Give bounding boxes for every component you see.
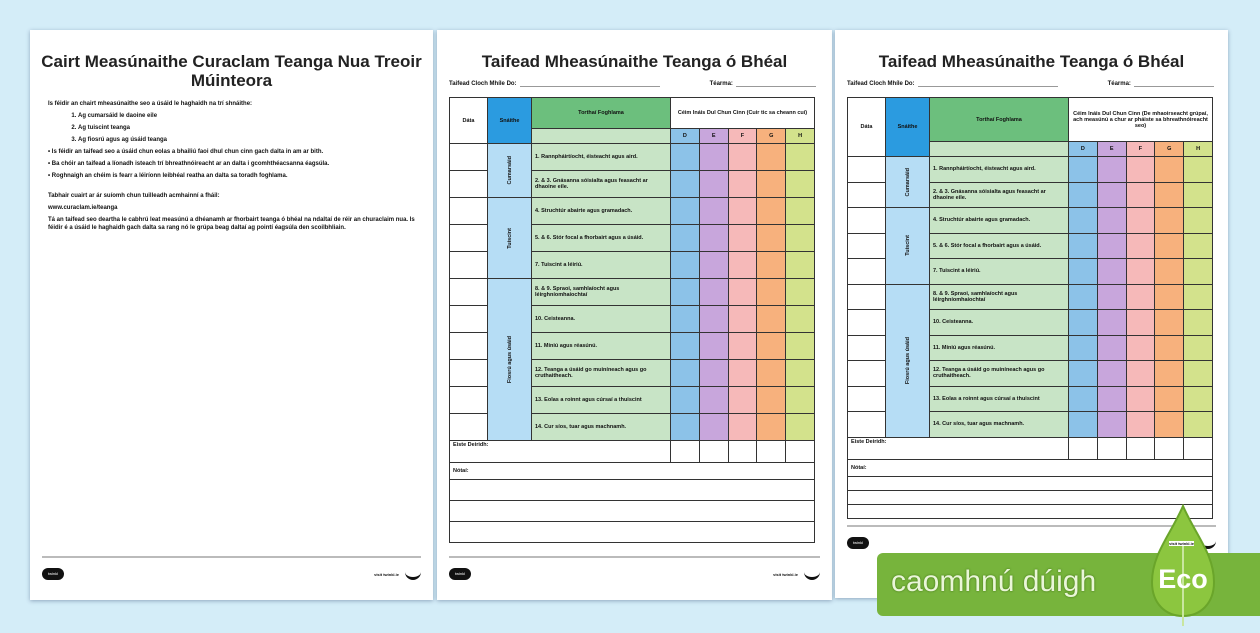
date-cell[interactable] bbox=[450, 279, 488, 306]
step-checkbox-F[interactable] bbox=[1126, 182, 1155, 208]
date-cell[interactable] bbox=[848, 259, 886, 285]
step-checkbox-E[interactable] bbox=[1097, 284, 1126, 310]
step-checkbox-D[interactable] bbox=[671, 387, 700, 414]
step-checkbox-F[interactable] bbox=[1126, 259, 1155, 285]
final-step-H[interactable] bbox=[1184, 437, 1213, 459]
date-cell[interactable] bbox=[450, 387, 488, 414]
step-header-H: H bbox=[1184, 142, 1213, 157]
footer-credit: visit twinkl.ie bbox=[1169, 541, 1194, 546]
step-checkbox-D[interactable] bbox=[1069, 284, 1098, 310]
step-checkbox-D[interactable] bbox=[671, 360, 700, 387]
step-checkbox-H[interactable] bbox=[786, 414, 815, 441]
step-checkbox-D[interactable] bbox=[671, 306, 700, 333]
term-field[interactable] bbox=[1134, 79, 1214, 87]
step-checkbox-E[interactable] bbox=[699, 414, 728, 441]
step-checkbox-H[interactable] bbox=[786, 225, 815, 252]
step-checkbox-E[interactable] bbox=[699, 252, 728, 279]
outcome-cell bbox=[930, 142, 1069, 157]
final-label: Eiste Deiridh: bbox=[848, 437, 1069, 459]
step-checkbox-G[interactable] bbox=[1155, 233, 1184, 259]
step-checkbox-E[interactable] bbox=[1097, 208, 1126, 234]
strand-cell: Tuiscint bbox=[886, 208, 930, 285]
final-step-F[interactable] bbox=[728, 441, 757, 463]
step-checkbox-F[interactable] bbox=[728, 333, 757, 360]
twinkl-logo: twinkl bbox=[847, 537, 869, 549]
step-checkbox-E[interactable] bbox=[699, 306, 728, 333]
date-cell[interactable] bbox=[848, 182, 886, 208]
step-header-G: G bbox=[757, 129, 786, 144]
child-label: Taifead Cloch Mhíle Do: bbox=[847, 81, 915, 87]
url-link[interactable]: www.curaclam.ie/teanga bbox=[48, 205, 118, 211]
step-checkbox-F[interactable] bbox=[1126, 233, 1155, 259]
step-checkbox-D[interactable] bbox=[671, 252, 700, 279]
learning-outcome: 14. Cur síos, tuar agus machnamh. bbox=[532, 414, 671, 441]
step-checkbox-H[interactable] bbox=[1184, 310, 1213, 336]
learning-outcome: 7. Tuiscint a léiriú. bbox=[532, 252, 671, 279]
notes-line[interactable] bbox=[450, 501, 815, 522]
step-checkbox-E[interactable] bbox=[699, 279, 728, 306]
list-item: 2. Ag tuiscint teanga bbox=[78, 124, 415, 132]
step-checkbox-F[interactable] bbox=[1126, 157, 1155, 183]
date-cell[interactable] bbox=[848, 335, 886, 361]
learning-outcome: 11. Míniú agus réasúnú. bbox=[532, 333, 671, 360]
step-checkbox-G[interactable] bbox=[1155, 412, 1184, 438]
step-checkbox-G[interactable] bbox=[757, 171, 786, 198]
step-checkbox-F[interactable] bbox=[1126, 208, 1155, 234]
learning-outcome: 10. Ceisteanna. bbox=[532, 306, 671, 333]
date-cell[interactable] bbox=[848, 412, 886, 438]
step-checkbox-F[interactable] bbox=[728, 225, 757, 252]
notes-line[interactable] bbox=[848, 490, 1213, 504]
step-header-F: F bbox=[1126, 142, 1155, 157]
step-checkbox-D[interactable] bbox=[1069, 233, 1098, 259]
step-checkbox-E[interactable] bbox=[699, 333, 728, 360]
step-checkbox-D[interactable] bbox=[671, 171, 700, 198]
learning-outcome: 14. Cur síos, tuar agus machnamh. bbox=[930, 412, 1069, 438]
step-checkbox-F[interactable] bbox=[1126, 361, 1155, 387]
final-step-F[interactable] bbox=[1126, 437, 1155, 459]
child-label: Taifead Cloch Mhíle Do: bbox=[449, 81, 517, 87]
step-checkbox-D[interactable] bbox=[671, 198, 700, 225]
step-checkbox-D[interactable] bbox=[1069, 208, 1098, 234]
date-cell[interactable] bbox=[848, 233, 886, 259]
step-checkbox-D[interactable] bbox=[1069, 386, 1098, 412]
header-strand: Snáithe bbox=[886, 98, 930, 157]
step-checkbox-F[interactable] bbox=[728, 306, 757, 333]
step-checkbox-E[interactable] bbox=[1097, 310, 1126, 336]
step-checkbox-D[interactable] bbox=[1069, 361, 1098, 387]
step-checkbox-H[interactable] bbox=[1184, 412, 1213, 438]
assessment-table bbox=[847, 97, 1213, 519]
step-checkbox-F[interactable] bbox=[728, 171, 757, 198]
step-checkbox-H[interactable] bbox=[786, 333, 815, 360]
step-header-F: F bbox=[728, 129, 757, 144]
header-date: Dáta bbox=[848, 98, 886, 157]
bullet: • Ba chóir an taifead a líonadh isteach trí bhreathnóireacht ar an dalta i gcomhthéacsanna éagsúla. bbox=[48, 161, 330, 167]
step-checkbox-D[interactable] bbox=[1069, 157, 1098, 183]
step-checkbox-G[interactable] bbox=[757, 306, 786, 333]
outcome-cell bbox=[532, 129, 671, 144]
footer-credit: visit twinkl.ie bbox=[773, 572, 798, 577]
step-checkbox-G[interactable] bbox=[757, 144, 786, 171]
strand-cell: Cumarsáid bbox=[886, 157, 930, 208]
learning-outcome: 12. Teanga a úsáid go muiníneach agus go cruthaitheach. bbox=[532, 360, 671, 387]
step-header-E: E bbox=[1097, 142, 1126, 157]
date-cell[interactable] bbox=[450, 414, 488, 441]
teacher-guide-page bbox=[30, 30, 433, 600]
step-checkbox-D[interactable] bbox=[671, 279, 700, 306]
date-cell[interactable] bbox=[848, 284, 886, 310]
step-checkbox-H[interactable] bbox=[786, 144, 815, 171]
footer bbox=[42, 556, 421, 582]
step-checkbox-E[interactable] bbox=[1097, 361, 1126, 387]
step-checkbox-F[interactable] bbox=[728, 414, 757, 441]
header-date: Dáta bbox=[450, 98, 488, 144]
step-header-G: G bbox=[1155, 142, 1184, 157]
step-checkbox-F[interactable] bbox=[728, 252, 757, 279]
ship-icon bbox=[405, 566, 421, 580]
footer bbox=[449, 556, 820, 582]
step-checkbox-E[interactable] bbox=[1097, 335, 1126, 361]
intro-text: Is féidir an chairt mheasúnaithe seo a úsáid le haghaidh na trí shnáithe: bbox=[48, 101, 253, 107]
strand-cell: Fiosrú agus úsáid bbox=[886, 284, 930, 437]
header-progress-step: Céim Ináis Dul Chun Cinn (Cuir tic sa cheann cuí) bbox=[671, 98, 815, 129]
step-checkbox-H[interactable] bbox=[1184, 157, 1213, 183]
term-label: Téarma: bbox=[709, 81, 733, 87]
step-checkbox-E[interactable] bbox=[1097, 259, 1126, 285]
step-checkbox-E[interactable] bbox=[699, 171, 728, 198]
child-name-field[interactable] bbox=[520, 79, 660, 87]
step-checkbox-D[interactable] bbox=[671, 333, 700, 360]
learning-outcome: 5. & 6. Stór focal a fhorbairt agus a úsáid. bbox=[532, 225, 671, 252]
learning-outcome: 11. Míniú agus réasúnú. bbox=[930, 335, 1069, 361]
step-checkbox-G[interactable] bbox=[1155, 157, 1184, 183]
step-checkbox-F[interactable] bbox=[728, 279, 757, 306]
header-strand: Snáithe bbox=[488, 98, 532, 144]
step-checkbox-E[interactable] bbox=[1097, 157, 1126, 183]
final-step-H[interactable] bbox=[786, 441, 815, 463]
step-checkbox-H[interactable] bbox=[786, 171, 815, 198]
learning-outcome: 4. Struchtúr abairte agus gramadach. bbox=[930, 208, 1069, 234]
header-progress-step: Céim Ináis Dul Chun Cinn (De mhaoirseacht grúpaí, ach measúnú a chur ar pháiste sa bhreathnóireacht seo) bbox=[1069, 98, 1213, 142]
bullet: • Roghnaigh an chéim is fearr a léiríonn leibhéal reatha an dalta sa toradh foghlama. bbox=[48, 173, 288, 179]
date-cell[interactable] bbox=[848, 310, 886, 336]
step-checkbox-D[interactable] bbox=[671, 144, 700, 171]
notes-line[interactable] bbox=[848, 476, 1213, 490]
step-checkbox-E[interactable] bbox=[699, 225, 728, 252]
child-name-field[interactable] bbox=[918, 79, 1058, 87]
final-step-E[interactable] bbox=[1097, 437, 1126, 459]
step-checkbox-H[interactable] bbox=[1184, 208, 1213, 234]
step-checkbox-F[interactable] bbox=[728, 387, 757, 414]
step-checkbox-D[interactable] bbox=[671, 414, 700, 441]
list-item: 1. Ag cumarsáid le daoine eile bbox=[78, 112, 415, 120]
header-outcomes: Torthaí Foghlama bbox=[930, 98, 1069, 142]
step-checkbox-H[interactable] bbox=[786, 306, 815, 333]
step-checkbox-E[interactable] bbox=[699, 144, 728, 171]
date-cell[interactable] bbox=[450, 198, 488, 225]
date-cell[interactable] bbox=[450, 225, 488, 252]
step-checkbox-H[interactable] bbox=[1184, 386, 1213, 412]
learning-outcome: 7. Tuiscint a léiriú. bbox=[930, 259, 1069, 285]
final-step-D[interactable] bbox=[671, 441, 700, 463]
step-checkbox-F[interactable] bbox=[1126, 335, 1155, 361]
step-checkbox-H[interactable] bbox=[786, 252, 815, 279]
step-checkbox-F[interactable] bbox=[1126, 284, 1155, 310]
step-checkbox-D[interactable] bbox=[1069, 259, 1098, 285]
step-checkbox-G[interactable] bbox=[757, 225, 786, 252]
strand-cell: Fiosrú agus úsáid bbox=[488, 279, 532, 441]
date-cell[interactable] bbox=[450, 306, 488, 333]
date-cell[interactable] bbox=[848, 208, 886, 234]
step-header-D: D bbox=[671, 129, 700, 144]
final-step-D[interactable] bbox=[1069, 437, 1098, 459]
learning-outcome: 13. Eolas a roinnt agus cúrsaí a thuiscint bbox=[930, 386, 1069, 412]
bullet: • Is féidir an taifead seo a úsáid chun eolas a bhailiú faoi dhul chun cinn gach dalta in am ar bith. bbox=[48, 149, 324, 155]
footer-credit: visit twinkl.ie bbox=[374, 572, 399, 577]
step-checkbox-F[interactable] bbox=[728, 360, 757, 387]
final-label: Eiste Deiridh: bbox=[450, 441, 671, 463]
step-checkbox-H[interactable] bbox=[1184, 361, 1213, 387]
step-checkbox-G[interactable] bbox=[757, 360, 786, 387]
step-checkbox-G[interactable] bbox=[757, 252, 786, 279]
date-cell[interactable] bbox=[450, 252, 488, 279]
step-checkbox-G[interactable] bbox=[757, 414, 786, 441]
step-header-E: E bbox=[699, 129, 728, 144]
twinkl-logo: twinkl bbox=[42, 568, 64, 580]
step-checkbox-F[interactable] bbox=[728, 144, 757, 171]
step-checkbox-H[interactable] bbox=[786, 360, 815, 387]
twinkl-logo: twinkl bbox=[449, 568, 471, 580]
step-checkbox-G[interactable] bbox=[1155, 259, 1184, 285]
eco-text: caomhnú dúigh bbox=[891, 565, 1097, 598]
date-cell[interactable] bbox=[450, 144, 488, 171]
paragraph: Tabhair cuairt ar ár suíomh chun tuilleadh acmhainní a fháil: bbox=[48, 193, 220, 199]
step-checkbox-D[interactable] bbox=[1069, 412, 1098, 438]
term-label: Téarma: bbox=[1107, 81, 1131, 87]
date-cell[interactable] bbox=[848, 157, 886, 183]
step-checkbox-G[interactable] bbox=[757, 333, 786, 360]
record-page bbox=[437, 30, 832, 600]
learning-outcome: 13. Eolas a roinnt agus cúrsaí a thuiscint bbox=[532, 387, 671, 414]
step-checkbox-G[interactable] bbox=[757, 279, 786, 306]
step-checkbox-G[interactable] bbox=[1155, 208, 1184, 234]
term-field[interactable] bbox=[736, 79, 816, 87]
notes-line[interactable] bbox=[450, 480, 815, 501]
final-step-G[interactable] bbox=[757, 441, 786, 463]
step-checkbox-G[interactable] bbox=[1155, 361, 1184, 387]
step-checkbox-E[interactable] bbox=[1097, 182, 1126, 208]
step-checkbox-D[interactable] bbox=[1069, 182, 1098, 208]
strand-cell: Tuiscint bbox=[488, 198, 532, 279]
step-checkbox-H[interactable] bbox=[1184, 284, 1213, 310]
step-checkbox-D[interactable] bbox=[1069, 335, 1098, 361]
strand-cell: Cumarsáid bbox=[488, 144, 532, 198]
step-checkbox-F[interactable] bbox=[1126, 412, 1155, 438]
learning-outcome: 5. & 6. Stór focal a fhorbairt agus a úsáid. bbox=[930, 233, 1069, 259]
notes-line[interactable] bbox=[450, 522, 815, 543]
learning-outcome: 8. & 9. Spraoi, samhlaíocht agus léirghníomhaíochtaí bbox=[532, 279, 671, 306]
page-title: Taifead Mheasúnaithe Teanga ó Bhéal bbox=[481, 52, 788, 71]
step-checkbox-G[interactable] bbox=[1155, 310, 1184, 336]
step-header-D: D bbox=[1069, 142, 1098, 157]
date-cell[interactable] bbox=[450, 360, 488, 387]
date-cell[interactable] bbox=[450, 333, 488, 360]
final-step-E[interactable] bbox=[699, 441, 728, 463]
header-outcomes: Torthaí Foghlama bbox=[532, 98, 671, 129]
step-checkbox-H[interactable] bbox=[786, 387, 815, 414]
page-title: Taifead Mheasúnaithe Teanga ó Bhéal bbox=[878, 52, 1185, 71]
leaf-icon bbox=[1150, 504, 1216, 628]
list-item: 3. Ag fiosrú agus ag úsáid teanga bbox=[78, 136, 415, 144]
step-checkbox-E[interactable] bbox=[1097, 233, 1126, 259]
step-checkbox-H[interactable] bbox=[1184, 335, 1213, 361]
step-checkbox-H[interactable] bbox=[1184, 182, 1213, 208]
step-checkbox-E[interactable] bbox=[1097, 412, 1126, 438]
learning-outcome: 10. Ceisteanna. bbox=[930, 310, 1069, 336]
assessment-table bbox=[449, 97, 815, 543]
step-checkbox-E[interactable] bbox=[699, 198, 728, 225]
learning-outcome: 1. Rannpháirtíocht, éisteacht agus aird. bbox=[532, 144, 671, 171]
step-checkbox-G[interactable] bbox=[1155, 284, 1184, 310]
step-checkbox-F[interactable] bbox=[1126, 386, 1155, 412]
step-checkbox-G[interactable] bbox=[757, 198, 786, 225]
step-checkbox-H[interactable] bbox=[1184, 259, 1213, 285]
eco-badge: Eco bbox=[1158, 564, 1208, 594]
step-header-H: H bbox=[786, 129, 815, 144]
step-checkbox-H[interactable] bbox=[786, 279, 815, 306]
step-checkbox-G[interactable] bbox=[757, 387, 786, 414]
learning-outcome: 2. & 3. Gnásanna sóisialta agus feasacht ar dhaoine eile. bbox=[532, 171, 671, 198]
step-checkbox-G[interactable] bbox=[1155, 386, 1184, 412]
step-checkbox-H[interactable] bbox=[786, 198, 815, 225]
notes-label: Nótaí: bbox=[848, 459, 1213, 476]
date-cell[interactable] bbox=[848, 361, 886, 387]
step-checkbox-H[interactable] bbox=[1184, 233, 1213, 259]
learning-outcome: 8. & 9. Spraoi, samhlaíocht agus léirghníomhaíochtaí bbox=[930, 284, 1069, 310]
step-checkbox-D[interactable] bbox=[1069, 310, 1098, 336]
page-title: Cairt Measúnaithe Curaclam Teanga Nua Treoir Múinteora bbox=[41, 52, 422, 90]
learning-outcome: 2. & 3. Gnásanna sóisialta agus feasacht ar dhaoine eile. bbox=[930, 182, 1069, 208]
learning-outcome: 4. Struchtúr abairte agus gramadach. bbox=[532, 198, 671, 225]
final-step-G[interactable] bbox=[1155, 437, 1184, 459]
ship-icon bbox=[804, 566, 820, 580]
step-checkbox-F[interactable] bbox=[728, 198, 757, 225]
step-checkbox-F[interactable] bbox=[1126, 310, 1155, 336]
step-checkbox-E[interactable] bbox=[1097, 386, 1126, 412]
step-checkbox-G[interactable] bbox=[1155, 335, 1184, 361]
step-checkbox-E[interactable] bbox=[699, 360, 728, 387]
step-checkbox-G[interactable] bbox=[1155, 182, 1184, 208]
date-cell[interactable] bbox=[450, 171, 488, 198]
learning-outcome: 12. Teanga a úsáid go muiníneach agus go cruthaitheach. bbox=[930, 361, 1069, 387]
paragraph: Tá an taifead seo deartha le cabhrú leat measúnú a dhéanamh ar fhorbairt teanga ó bhéal na ndaltaí de réir an churaclaim nua. Is féidir é a úsáid le haghaidh gach dalta sa rang nó le grúpa beag daltaí ag pointí éagsúla den scoilbhliain. bbox=[48, 217, 415, 231]
notes-label: Nótaí: bbox=[450, 463, 815, 480]
date-cell[interactable] bbox=[848, 386, 886, 412]
step-checkbox-D[interactable] bbox=[671, 225, 700, 252]
step-checkbox-E[interactable] bbox=[699, 387, 728, 414]
learning-outcome: 1. Rannpháirtíocht, éisteacht agus aird. bbox=[930, 157, 1069, 183]
